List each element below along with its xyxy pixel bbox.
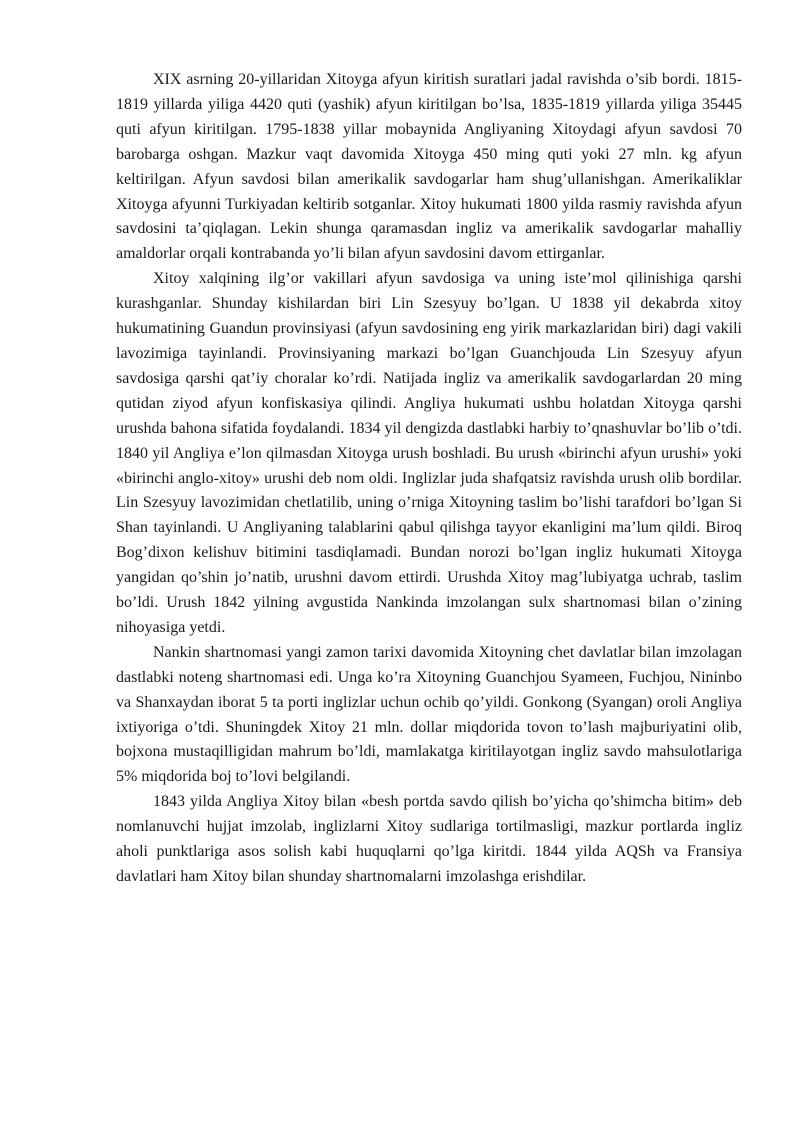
paragraph-opium-trade: XIX asrning 20-yillaridan Xitoyga afyun kiritish suratlari jadal ravishda o’sib bordi. 1815-1819 yillarda yiliga 4420 quti (yashik) afyun kiritilgan bo’lsa, 1835-1819 yillarda yiliga 35445 quti afyun kiritilgan. 1795-1838 yillar mobaynida Angliyaning Xitoydagi afyun savdosi 70 barobarga oshgan. Mazkur vaqt davomida Xitoyga 450 ming quti yoki 27 mln. kg afyun keltirilgan. Afyun savdosi bilan amerikalik savdogarlar ham shug’ullanishgan. Amerikaliklar Xitoyga afyunni Turkiyadan keltirib sotganlar. Xitoy hukumati 1800 yilda rasmiy ravishda afyun savdosini ta’qiqlagan. Lekin shunga qaramasdan ingliz va amerikalik savdogarlar mahalliy amaldorlar orqali kontrabanda yo’li bilan afyun savdosini davom ettirganlar.	[116, 71, 742, 263]
paragraph-1843-supplementary-treaty: 1843 yilda Angliya Xitoy bilan «besh portda savdo qilish bo’yicha qo’shimcha bitim» deb nomlanuvchi hujjat imzolab, inglizlarni Xitoy sudlariga tortilmasligi, mazkur portlarda ingliz aholi punktlariga asos solish kabi huquqlarni qo’lga kiritdi. 1844 yilda AQSh va Fransiya davlatlari ham Xitoy bilan shunday shartnomalarni imzolashga erishdilar.	[116, 793, 742, 885]
paragraph-lin-szesyuy-first-opium-war: Xitoy xalqining ilg’or vakillari afyun savdosiga va uning iste’mol qilinishiga qarshi kurashganlar. Shunday kishilardan biri Lin Szesyuy bo’lgan. U 1838 yil dekabrda xitoy hukumatining Guandun provinsiyasi (afyun savdosining eng yirik markazlaridan biri) dagi vakili lavozimiga tayinlandi. Provinsiyaning markazi bo’lgan Guanchjouda Lin Szesyuy afyun savdosiga qarshi qat’iy choralar ko’rdi. Natijada ingliz va amerikalik savdogarlardan 20 ming qutidan ziyod afyun konfiskasiya qilindi. Angliya hukumati ushbu holatdan Xitoyga qarshi urushda bahona sifatida foydalandi. 1834 yil dengizda dastlabki harbiy to’qnashuvlar bo’lib o’tdi. 1840 yil Angliya e’lon qilmasdan Xitoyga urush boshladi. Bu urush «birinchi afyun urushi» yoki «birinchi anglo-xitoy» urushi deb nom oldi. Inglizlar juda shafqatsiz ravishda urush olib bordilar. Lin Szesyuy lavozimidan chetlatilib, uning o’rniga Xitoyning taslim bo’lishi tarafdori bo’lgan Si Shan tayinlandi. U Angliyaning talablarini qabul qilishga tayyor ekanligini ma’lum qildi. Biroq Bog’dixon kelishuv bitimini tasdiqlamadi. Bundan norozi bo’lgan ingliz hukumati Xitoyga yangidan qo’shin jo’natib, urushni davom ettirdi. Urushda Xitoy mag’lubiyatga uchrab, taslim bo’ldi. Urush 1842 yilning avgustida Nankinda imzolangan sulx shartnomasi bilan o’zining nihoyasiga yetdi.	[116, 270, 742, 636]
document-page	[116, 68, 742, 890]
paragraph-nanking-treaty: Nankin shartnomasi yangi zamon tarixi davomida Xitoyning chet davlatlar bilan imzolagan dastlabki noteng shartnomasi edi. Unga ko’ra Xitoyning Guanchjou Syameen, Fuchjou, Nininbo va Shanxaydan iborat 5 ta porti inglizlar uchun ochib qo’yildi. Gonkong (Syangan) oroli Angliya ixtiyoriga o’tdi. Shuningdek Xitoy 21 mln. dollar miqdorida tovon to’lash majburiyatini olib, bojxona mustaqilligidan mahrum bo’ldi, mamlakatga kiritilayotgan ingliz savdo mahsulotlariga 5% miqdorida boj to’lovi belgilandi.	[116, 643, 742, 786]
